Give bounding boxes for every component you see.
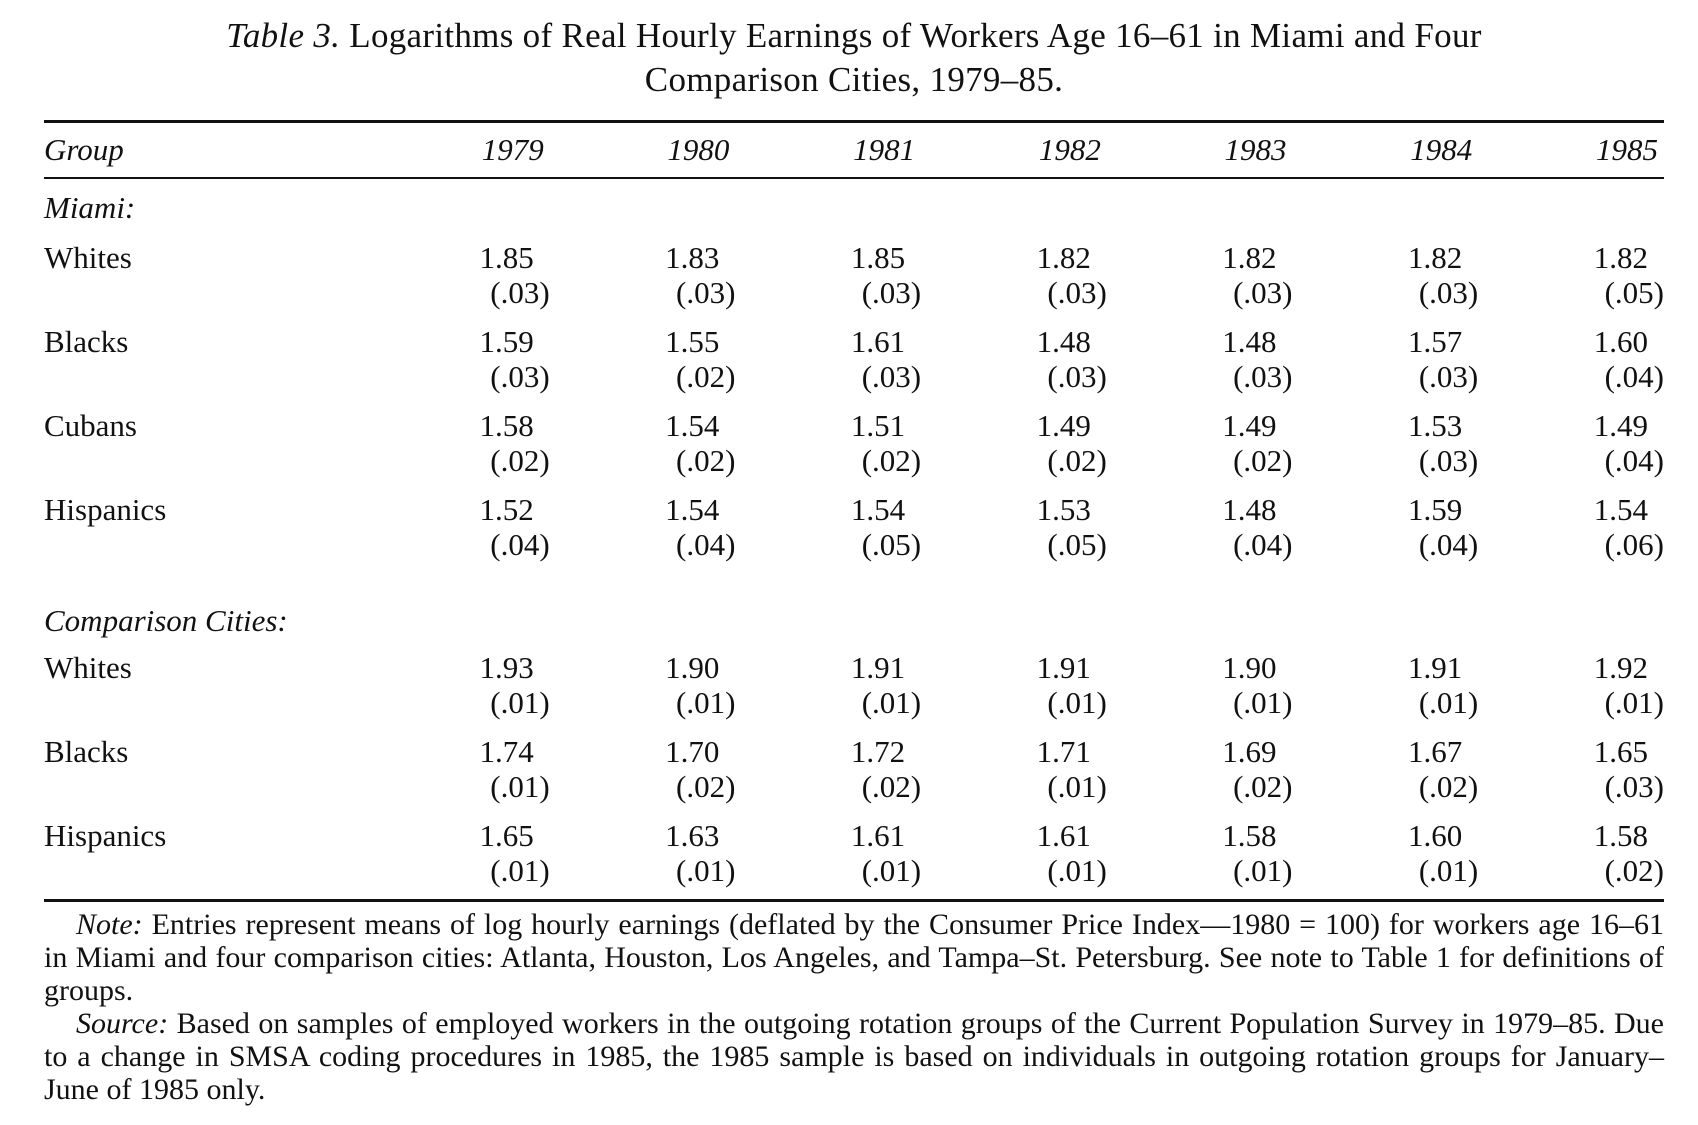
mean-value: 1.59 xyxy=(479,324,534,359)
table-row xyxy=(44,489,1664,573)
standard-error-value: (.05) xyxy=(1047,527,1107,562)
mean-value: 1.63 xyxy=(665,818,720,853)
standard-error-value: (.02) xyxy=(676,443,736,478)
table-cell xyxy=(1478,815,1664,899)
table-notes xyxy=(44,908,1664,1106)
header-year-1981: 1981 xyxy=(853,132,916,167)
table-row xyxy=(44,731,1664,815)
mean-value: 1.91 xyxy=(1036,650,1091,685)
standard-error-value: (.01) xyxy=(1047,769,1107,804)
bottom-rule xyxy=(44,899,1664,902)
standard-error-value: (.03) xyxy=(490,275,550,310)
mean-value: 1.49 xyxy=(1222,408,1277,443)
standard-error-value: (.02) xyxy=(676,769,736,804)
mean-value: 1.48 xyxy=(1222,324,1277,359)
standard-error-value: (.01) xyxy=(1418,853,1479,888)
table-cell xyxy=(735,237,921,321)
table-row xyxy=(44,321,1664,405)
standard-error-value: (.04) xyxy=(490,527,550,562)
standard-error-value: (.03) xyxy=(676,275,736,310)
standard-error-value: (.02) xyxy=(1233,443,1293,478)
section-title: Miami: xyxy=(44,190,136,225)
table-row xyxy=(44,647,1664,731)
mean-value: 1.60 xyxy=(1593,324,1648,359)
table-cell xyxy=(364,647,550,731)
mean-value: 1.90 xyxy=(665,650,720,685)
table-cell xyxy=(550,321,736,405)
table-cell xyxy=(1478,647,1664,731)
mean-value: 1.49 xyxy=(1036,408,1091,443)
standard-error-value: (.02) xyxy=(861,769,922,804)
table-cell xyxy=(550,815,736,899)
standard-error-value: (.03) xyxy=(1418,443,1479,478)
standard-error-value: (.03) xyxy=(1233,275,1293,310)
mean-value: 1.53 xyxy=(1407,408,1463,443)
mean-value: 1.58 xyxy=(479,408,534,443)
mean-value: 1.82 xyxy=(1593,240,1648,275)
header-year-1979: 1979 xyxy=(481,132,544,167)
mean-value: 1.71 xyxy=(1036,734,1091,769)
mean-value: 1.69 xyxy=(1222,734,1277,769)
source-paragraph xyxy=(44,1007,1664,1106)
mean-value: 1.91 xyxy=(850,650,906,685)
source-lead: Source: xyxy=(76,1007,169,1040)
note-paragraph xyxy=(44,908,1664,1007)
table-cell xyxy=(1107,405,1293,489)
standard-error-value: (.04) xyxy=(1233,527,1293,562)
table-cell xyxy=(1478,405,1664,489)
standard-error-value: (.04) xyxy=(1604,359,1664,394)
standard-error-value: (.05) xyxy=(861,527,922,562)
earnings-table xyxy=(44,123,1664,899)
header-year-1983: 1983 xyxy=(1224,132,1287,167)
table-row xyxy=(44,815,1664,899)
table-cell xyxy=(364,237,550,321)
standard-error-value: (.05) xyxy=(1604,275,1664,310)
standard-error-value: (.01) xyxy=(676,853,736,888)
table-cell xyxy=(550,237,736,321)
table-cell xyxy=(735,731,921,815)
standard-error-value: (.03) xyxy=(861,275,922,310)
standard-error-value: (.06) xyxy=(1604,527,1664,562)
table-cell xyxy=(1293,489,1479,573)
row-group-label: Hispanics xyxy=(44,818,167,853)
standard-error-value: (.01) xyxy=(1604,685,1664,720)
mean-value: 1.54 xyxy=(850,492,906,527)
table-cell xyxy=(921,731,1107,815)
mean-value: 1.49 xyxy=(1593,408,1648,443)
table-cell xyxy=(364,815,550,899)
standard-error-value: (.03) xyxy=(490,359,550,394)
standard-error-value: (.01) xyxy=(1233,853,1293,888)
standard-error-value: (.01) xyxy=(861,853,922,888)
standard-error-value: (.01) xyxy=(490,853,550,888)
standard-error-value: (.01) xyxy=(490,685,550,720)
mean-value: 1.93 xyxy=(479,650,534,685)
header-year-1984: 1984 xyxy=(1410,132,1473,167)
table-cell xyxy=(735,405,921,489)
table-cell xyxy=(1107,647,1293,731)
note-text: Entries represent means of log hourly earnings (deflated by the Consumer Price Index—1980 = 100) for workers age 16–61 in Miami and four comparison cities: Atlanta, Houston, Los Angeles, and Tampa–St. Petersburg. See note to Table 1 for definitions of groups. xyxy=(44,908,1664,1007)
mean-value: 1.82 xyxy=(1222,240,1277,275)
mean-value: 1.65 xyxy=(1593,734,1648,769)
table-cell xyxy=(921,405,1107,489)
table-cell xyxy=(1293,237,1479,321)
standard-error-value: (.03) xyxy=(1233,359,1293,394)
table-cell xyxy=(550,489,736,573)
mean-value: 1.51 xyxy=(850,408,906,443)
table-cell xyxy=(550,731,736,815)
table-cell xyxy=(735,489,921,573)
caption-line-1: Logarithms of Real Hourly Earnings of Workers Age 16–61 in Miami and Four xyxy=(349,16,1482,55)
table-cell xyxy=(364,321,550,405)
table-row xyxy=(44,237,1664,321)
row-group-label: Blacks xyxy=(44,324,129,359)
table-cell xyxy=(1293,405,1479,489)
standard-error-value: (.04) xyxy=(1418,527,1479,562)
row-group-label: Whites xyxy=(44,240,132,275)
table-cell xyxy=(735,815,921,899)
standard-error-value: (.03) xyxy=(1418,359,1479,394)
table-cell xyxy=(921,321,1107,405)
mean-value: 1.58 xyxy=(1593,818,1648,853)
standard-error-value: (.02) xyxy=(490,443,550,478)
table-cell xyxy=(1107,237,1293,321)
mean-value: 1.57 xyxy=(1407,324,1463,359)
standard-error-value: (.01) xyxy=(1233,685,1293,720)
table-cell xyxy=(1478,731,1664,815)
mean-value: 1.82 xyxy=(1036,240,1091,275)
header-group: Group xyxy=(44,132,124,167)
standard-error-value: (.02) xyxy=(1418,769,1479,804)
standard-error-value: (.02) xyxy=(861,443,922,478)
standard-error-value: (.02) xyxy=(1047,443,1107,478)
standard-error-value: (.01) xyxy=(490,769,550,804)
standard-error-value: (.01) xyxy=(1418,685,1479,720)
table-cell xyxy=(921,489,1107,573)
table-cell xyxy=(364,405,550,489)
standard-error-value: (.01) xyxy=(676,685,736,720)
table-cell xyxy=(735,647,921,731)
table-cell xyxy=(921,815,1107,899)
mean-value: 1.59 xyxy=(1407,492,1463,527)
table-cell xyxy=(1478,237,1664,321)
header-year-1982: 1982 xyxy=(1038,132,1101,167)
mean-value: 1.85 xyxy=(850,240,906,275)
standard-error-value: (.03) xyxy=(1047,275,1107,310)
table-cell xyxy=(1293,815,1479,899)
table-label: Table 3. xyxy=(226,16,341,55)
section-row xyxy=(44,179,1664,237)
mean-value: 1.61 xyxy=(850,324,906,359)
table-cell xyxy=(364,731,550,815)
mean-value: 1.58 xyxy=(1222,818,1277,853)
standard-error-value: (.02) xyxy=(1604,853,1664,888)
mean-value: 1.54 xyxy=(665,408,720,443)
table-cell xyxy=(550,647,736,731)
table-row xyxy=(44,405,1664,489)
mean-value: 1.55 xyxy=(665,324,720,359)
table-cell xyxy=(921,237,1107,321)
mean-value: 1.67 xyxy=(1407,734,1463,769)
table-cell xyxy=(550,405,736,489)
mean-value: 1.53 xyxy=(1036,492,1091,527)
standard-error-value: (.01) xyxy=(1047,685,1107,720)
standard-error-value: (.04) xyxy=(1604,443,1664,478)
mean-value: 1.92 xyxy=(1593,650,1648,685)
mean-value: 1.54 xyxy=(1593,492,1648,527)
section-row xyxy=(44,573,1664,647)
header-row xyxy=(44,123,1664,177)
mean-value: 1.52 xyxy=(479,492,534,527)
table-cell xyxy=(1107,815,1293,899)
row-group-label: Hispanics xyxy=(44,492,167,527)
mean-value: 1.65 xyxy=(479,818,534,853)
standard-error-value: (.04) xyxy=(676,527,736,562)
table-cell xyxy=(364,489,550,573)
table-cell xyxy=(1478,489,1664,573)
mean-value: 1.72 xyxy=(850,734,906,769)
header-year-1980: 1980 xyxy=(667,132,730,167)
mean-value: 1.60 xyxy=(1407,818,1463,853)
source-text: Based on samples of employed workers in the outgoing rotation groups of the Current Population Survey in 1979–85. Due to a change in SMSA coding procedures in 1985, the 1985 sample is based on individuals in outgoing rotation groups for January–June of 1985 only. xyxy=(44,1007,1664,1106)
header-year-1985: 1985 xyxy=(1596,132,1658,167)
mean-value: 1.74 xyxy=(479,734,534,769)
caption-line-2: Comparison Cities, 1979–85. xyxy=(644,60,1064,99)
table-cell xyxy=(1107,489,1293,573)
standard-error-value: (.02) xyxy=(1233,769,1293,804)
table-body xyxy=(44,179,1664,899)
standard-error-value: (.03) xyxy=(1418,275,1479,310)
mean-value: 1.85 xyxy=(479,240,534,275)
table-page xyxy=(44,14,1664,1106)
table-header xyxy=(44,123,1664,179)
mean-value: 1.91 xyxy=(1407,650,1463,685)
standard-error-value: (.03) xyxy=(1604,769,1664,804)
table-cell xyxy=(1107,731,1293,815)
standard-error-value: (.01) xyxy=(861,685,922,720)
mean-value: 1.90 xyxy=(1222,650,1277,685)
table-cell xyxy=(735,321,921,405)
mean-value: 1.61 xyxy=(1036,818,1091,853)
mean-value: 1.61 xyxy=(850,818,906,853)
section-title: Comparison Cities: xyxy=(44,603,288,638)
table-caption xyxy=(44,14,1664,102)
mean-value: 1.70 xyxy=(665,734,720,769)
table-cell xyxy=(1478,321,1664,405)
standard-error-value: (.03) xyxy=(861,359,922,394)
note-lead: Note: xyxy=(76,908,143,941)
table-cell xyxy=(1293,321,1479,405)
table-cell xyxy=(1107,321,1293,405)
standard-error-value: (.01) xyxy=(1047,853,1107,888)
row-group-label: Blacks xyxy=(44,734,129,769)
mean-value: 1.83 xyxy=(665,240,720,275)
row-group-label: Whites xyxy=(44,650,132,685)
table-cell xyxy=(1293,647,1479,731)
mean-value: 1.48 xyxy=(1222,492,1277,527)
table-cell xyxy=(1293,731,1479,815)
standard-error-value: (.03) xyxy=(1047,359,1107,394)
row-group-label: Cubans xyxy=(44,408,137,443)
mean-value: 1.82 xyxy=(1407,240,1463,275)
mean-value: 1.54 xyxy=(665,492,720,527)
mean-value: 1.48 xyxy=(1036,324,1091,359)
standard-error-value: (.02) xyxy=(676,359,736,394)
table-cell xyxy=(921,647,1107,731)
